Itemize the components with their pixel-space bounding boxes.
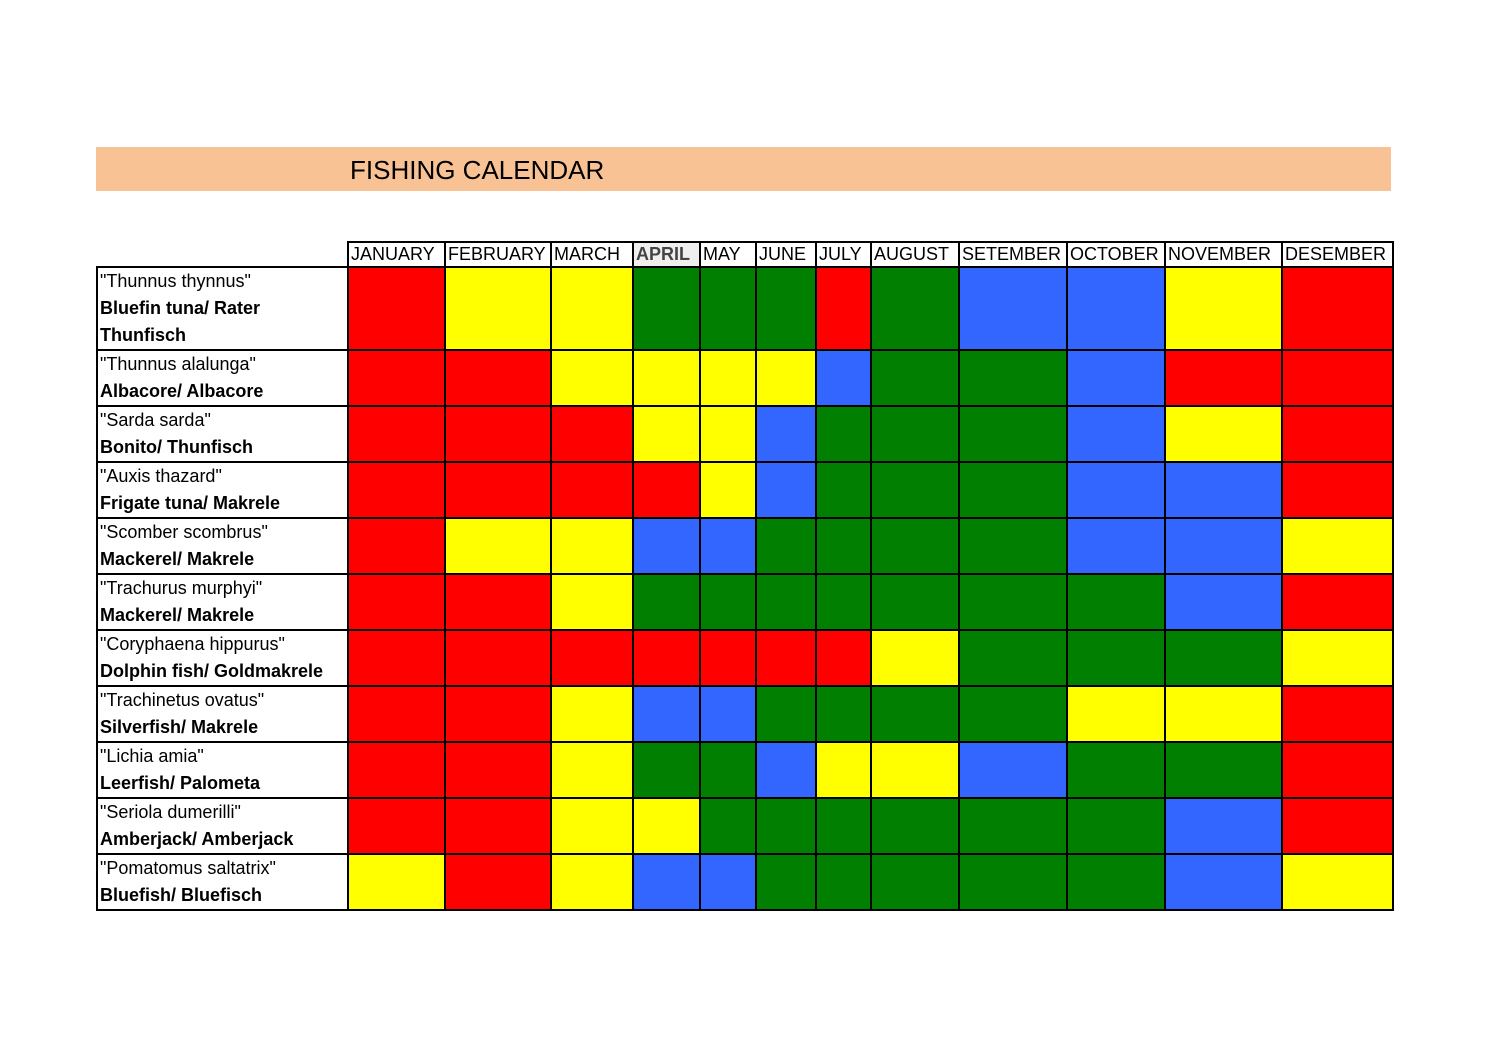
season-cell-november (1165, 574, 1282, 630)
season-cell-january (348, 350, 445, 406)
season-cell-june (756, 742, 816, 798)
scientific-name: "Thunnus thynnus" (100, 271, 251, 291)
species-row (97, 630, 1393, 686)
season-cell-april (633, 686, 700, 742)
season-cell-april (633, 350, 700, 406)
season-cell-may (700, 518, 756, 574)
season-cell-may (700, 574, 756, 630)
calendar-grid (96, 241, 1394, 911)
season-cell-desember (1282, 854, 1393, 910)
season-cell-april (633, 854, 700, 910)
season-cell-october (1067, 574, 1165, 630)
species-label (97, 406, 348, 462)
season-cell-march (551, 686, 633, 742)
page-title: FISHING CALENDAR (350, 155, 605, 185)
season-cell-july (816, 574, 871, 630)
season-cell-desember (1282, 406, 1393, 462)
season-cell-setember (959, 518, 1067, 574)
season-cell-november (1165, 267, 1282, 350)
season-cell-october (1067, 854, 1165, 910)
season-cell-may (700, 798, 756, 854)
species-label (97, 630, 348, 686)
season-cell-january (348, 462, 445, 518)
species-row (97, 350, 1393, 406)
season-cell-setember (959, 267, 1067, 350)
season-cell-june (756, 518, 816, 574)
season-cell-march (551, 742, 633, 798)
season-cell-november (1165, 350, 1282, 406)
species-row (97, 686, 1393, 742)
season-cell-march (551, 854, 633, 910)
month-header-october: OCTOBER (1067, 242, 1165, 267)
season-cell-june (756, 686, 816, 742)
species-label (97, 518, 348, 574)
season-cell-march (551, 406, 633, 462)
season-cell-may (700, 462, 756, 518)
season-cell-october (1067, 350, 1165, 406)
species-row (97, 462, 1393, 518)
season-cell-setember (959, 742, 1067, 798)
season-cell-january (348, 630, 445, 686)
season-cell-august (871, 574, 959, 630)
season-cell-august (871, 350, 959, 406)
season-cell-july (816, 742, 871, 798)
season-cell-january (348, 686, 445, 742)
season-cell-february (445, 686, 551, 742)
season-cell-june (756, 630, 816, 686)
season-cell-may (700, 630, 756, 686)
season-cell-october (1067, 267, 1165, 350)
season-cell-november (1165, 742, 1282, 798)
season-cell-august (871, 406, 959, 462)
season-cell-june (756, 854, 816, 910)
month-header-may: MAY (700, 242, 756, 267)
season-cell-june (756, 574, 816, 630)
species-label (97, 350, 348, 406)
season-cell-setember (959, 854, 1067, 910)
season-cell-august (871, 854, 959, 910)
species-label (97, 462, 348, 518)
species-row (97, 574, 1393, 630)
scientific-name: "Thunnus alalunga" (100, 354, 256, 374)
season-cell-october (1067, 742, 1165, 798)
season-cell-desember (1282, 686, 1393, 742)
season-cell-november (1165, 630, 1282, 686)
scientific-name: "Trachinetus ovatus" (100, 690, 265, 710)
scientific-name: "Sarda sarda" (100, 410, 211, 430)
month-header-january: JANUARY (348, 242, 445, 267)
scientific-name: "Scomber scombrus" (100, 522, 268, 542)
season-cell-august (871, 518, 959, 574)
season-cell-desember (1282, 350, 1393, 406)
season-cell-november (1165, 854, 1282, 910)
season-cell-may (700, 406, 756, 462)
season-cell-february (445, 350, 551, 406)
season-cell-january (348, 798, 445, 854)
month-header-june: JUNE (756, 242, 816, 267)
season-cell-june (756, 350, 816, 406)
scientific-name: "Seriola dumerilli" (100, 802, 241, 822)
season-cell-august (871, 462, 959, 518)
season-cell-june (756, 267, 816, 350)
season-cell-april (633, 630, 700, 686)
season-cell-desember (1282, 742, 1393, 798)
season-cell-november (1165, 518, 1282, 574)
season-cell-july (816, 518, 871, 574)
season-cell-april (633, 462, 700, 518)
season-cell-march (551, 518, 633, 574)
common-name: Mackerel/ Makrele (100, 549, 255, 569)
species-row (97, 406, 1393, 462)
scientific-name: "Auxis thazard" (100, 466, 222, 486)
season-cell-desember (1282, 518, 1393, 574)
season-cell-july (816, 267, 871, 350)
season-cell-setember (959, 574, 1067, 630)
season-cell-july (816, 462, 871, 518)
species-row (97, 798, 1393, 854)
season-cell-january (348, 406, 445, 462)
season-cell-may (700, 854, 756, 910)
common-name: Bluefish/ Bluefisch (100, 885, 263, 905)
scientific-name: "Lichia amia" (100, 746, 204, 766)
season-cell-january (348, 518, 445, 574)
season-cell-february (445, 406, 551, 462)
season-cell-january (348, 854, 445, 910)
season-cell-october (1067, 462, 1165, 518)
season-cell-october (1067, 630, 1165, 686)
species-label (97, 574, 348, 630)
season-cell-august (871, 686, 959, 742)
season-cell-august (871, 630, 959, 686)
month-header-november: NOVEMBER (1165, 242, 1282, 267)
season-cell-june (756, 406, 816, 462)
common-name: Mackerel/ Makrele (100, 605, 255, 625)
species-row (97, 854, 1393, 910)
season-cell-january (348, 574, 445, 630)
season-cell-setember (959, 350, 1067, 406)
month-header-row (97, 242, 1393, 267)
season-cell-may (700, 267, 756, 350)
season-cell-february (445, 267, 551, 350)
season-cell-july (816, 686, 871, 742)
common-name: Albacore/ Albacore (100, 381, 264, 401)
common-name: Bluefin tuna/ Rater Thunfisch (100, 298, 261, 345)
season-cell-desember (1282, 630, 1393, 686)
season-cell-setember (959, 406, 1067, 462)
season-cell-october (1067, 406, 1165, 462)
season-cell-february (445, 574, 551, 630)
season-cell-october (1067, 518, 1165, 574)
month-header-april: APRIL (633, 242, 700, 267)
month-header-march: MARCH (551, 242, 633, 267)
season-cell-setember (959, 686, 1067, 742)
common-name: Leerfish/ Palometa (100, 773, 261, 793)
season-cell-desember (1282, 267, 1393, 350)
season-cell-may (700, 742, 756, 798)
month-header-desember: DESEMBER (1282, 242, 1393, 267)
month-header-february: FEBRUARY (445, 242, 551, 267)
month-header-setember: SETEMBER (959, 242, 1067, 267)
season-cell-may (700, 350, 756, 406)
header-corner (97, 242, 348, 267)
calendar-table (96, 241, 1394, 911)
season-cell-june (756, 462, 816, 518)
species-label (97, 686, 348, 742)
season-cell-june (756, 798, 816, 854)
scientific-name: "Trachurus murphyi" (100, 578, 263, 598)
scientific-name: "Pomatomus saltatrix" (100, 858, 276, 878)
species-label (97, 742, 348, 798)
season-cell-april (633, 518, 700, 574)
season-cell-august (871, 798, 959, 854)
season-cell-july (816, 350, 871, 406)
season-cell-march (551, 267, 633, 350)
season-cell-february (445, 518, 551, 574)
season-cell-setember (959, 462, 1067, 518)
season-cell-april (633, 574, 700, 630)
season-cell-setember (959, 630, 1067, 686)
season-cell-november (1165, 798, 1282, 854)
season-cell-desember (1282, 574, 1393, 630)
season-cell-october (1067, 686, 1165, 742)
season-cell-desember (1282, 462, 1393, 518)
season-cell-march (551, 462, 633, 518)
season-cell-january (348, 267, 445, 350)
season-cell-april (633, 798, 700, 854)
season-cell-august (871, 742, 959, 798)
scientific-name: "Coryphaena hippurus" (100, 634, 285, 654)
season-cell-july (816, 406, 871, 462)
season-cell-march (551, 574, 633, 630)
season-cell-april (633, 267, 700, 350)
species-label (97, 854, 348, 910)
season-cell-desember (1282, 798, 1393, 854)
season-cell-august (871, 267, 959, 350)
season-cell-setember (959, 798, 1067, 854)
species-row (97, 518, 1393, 574)
month-header-july: JULY (816, 242, 871, 267)
common-name: Silverfish/ Makrele (100, 717, 259, 737)
season-cell-october (1067, 798, 1165, 854)
season-cell-april (633, 742, 700, 798)
title-banner (96, 147, 1391, 191)
species-label (97, 798, 348, 854)
season-cell-march (551, 630, 633, 686)
season-cell-july (816, 854, 871, 910)
season-cell-january (348, 742, 445, 798)
season-cell-february (445, 798, 551, 854)
season-cell-november (1165, 462, 1282, 518)
season-cell-march (551, 798, 633, 854)
common-name: Bonito/ Thunfisch (100, 437, 253, 457)
season-cell-february (445, 462, 551, 518)
month-header-august: AUGUST (871, 242, 959, 267)
common-name: Dolphin fish/ Goldmakrele (100, 661, 324, 681)
season-cell-november (1165, 686, 1282, 742)
season-cell-april (633, 406, 700, 462)
season-cell-may (700, 686, 756, 742)
season-cell-july (816, 798, 871, 854)
season-cell-march (551, 350, 633, 406)
species-row (97, 267, 1393, 350)
season-cell-november (1165, 406, 1282, 462)
season-cell-february (445, 854, 551, 910)
season-cell-february (445, 742, 551, 798)
species-label (97, 267, 348, 350)
season-cell-february (445, 630, 551, 686)
species-row (97, 742, 1393, 798)
common-name: Frigate tuna/ Makrele (100, 493, 281, 513)
season-cell-july (816, 630, 871, 686)
common-name: Amberjack/ Amberjack (100, 829, 294, 849)
